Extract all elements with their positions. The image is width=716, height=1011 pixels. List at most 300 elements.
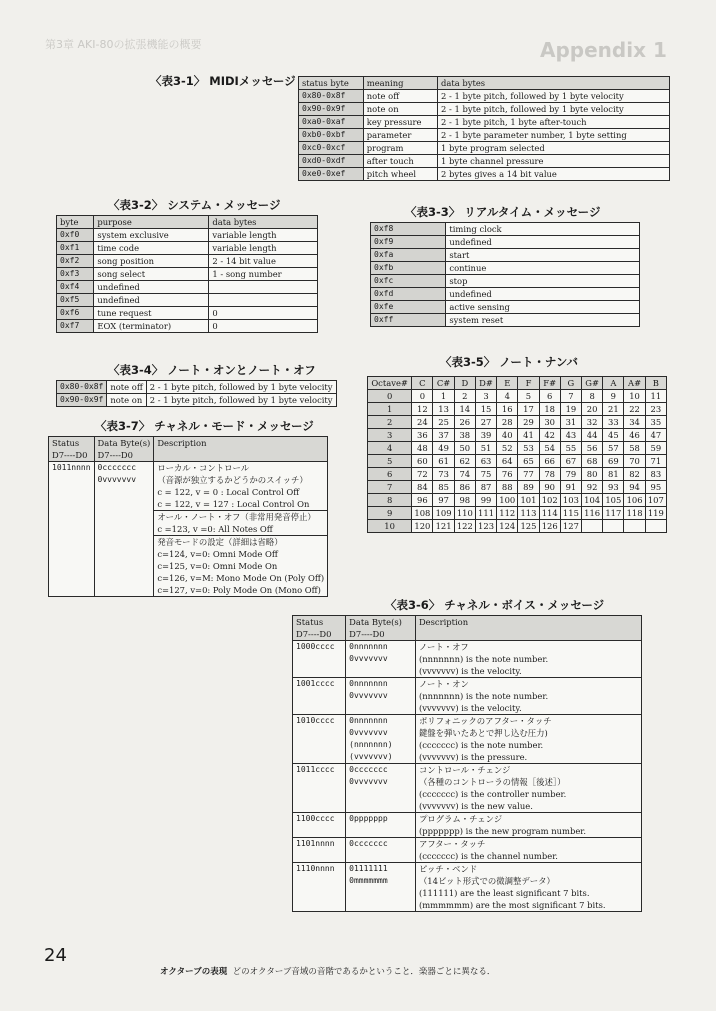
table-cell: 84	[412, 481, 433, 494]
table-cell: 0xf8	[371, 223, 446, 236]
table-row	[299, 116, 670, 129]
table-cell: 68	[582, 455, 603, 468]
table-cell: 4	[368, 442, 412, 455]
table-cell: 58	[624, 442, 645, 455]
appendix-heading: Appendix 1	[540, 38, 667, 62]
table-cell: note off	[107, 381, 146, 394]
table-cell: 2	[368, 416, 412, 429]
footer-term: オクターブの表現	[160, 967, 228, 977]
table-cell: 99	[475, 494, 496, 507]
table-cell: 8	[368, 494, 412, 507]
table-cell	[645, 520, 666, 533]
table-cell: 125	[518, 520, 539, 533]
table-cell: 37	[433, 429, 454, 442]
table-cell: 51	[475, 442, 496, 455]
table-cell: 1010cccc	[293, 715, 346, 764]
table-cell: 0xc0-0xcf	[299, 142, 364, 155]
table-cell: 67	[560, 455, 581, 468]
table-header-cell: D#	[475, 377, 496, 390]
table-cell: 42	[539, 429, 560, 442]
table-cell: 0xfe	[371, 301, 446, 314]
table-cell: key pressure	[363, 116, 437, 129]
table-cell: 19	[560, 403, 581, 416]
table-cell: 105	[603, 494, 624, 507]
table-cell: 28	[497, 416, 518, 429]
table-cell: 39	[475, 429, 496, 442]
table-cell: 122	[454, 520, 475, 533]
table-cell: 63	[475, 455, 496, 468]
table-cell: 82	[624, 468, 645, 481]
table-cell: 34	[624, 416, 645, 429]
table-row	[293, 616, 642, 641]
table-header-cell: D	[454, 377, 475, 390]
table-cell: 0xf1	[57, 242, 94, 255]
table-cell: undefined	[94, 294, 209, 307]
table-row	[368, 455, 667, 468]
table-cell: 3	[368, 429, 412, 442]
table-cell: 30	[539, 416, 560, 429]
table-cell: ノート・オン (nnnnnnn) is the note number. (vvvvvvv) is the velocity.	[415, 678, 641, 715]
table-cell: 101	[518, 494, 539, 507]
table-cell: 1110nnnn	[293, 863, 346, 912]
table-cell: 2	[454, 390, 475, 403]
table-row	[57, 381, 337, 394]
table-cell: 49	[433, 442, 454, 455]
table-cell: 27	[475, 416, 496, 429]
table-row	[371, 236, 640, 249]
table-row	[57, 255, 318, 268]
table-row	[49, 437, 328, 462]
channel-mode-table	[48, 436, 328, 597]
table-header-cell: Data Byte(s) D7----D0	[94, 437, 154, 462]
table-cell: アフター・タッチ (ccccccc) is the channel number.	[415, 838, 641, 863]
table-cell: 124	[497, 520, 518, 533]
table-cell: tune request	[94, 307, 209, 320]
table-cell: 77	[518, 468, 539, 481]
table-cell: 73	[433, 468, 454, 481]
midi-message-table	[298, 76, 670, 181]
table-cell: 119	[645, 507, 666, 520]
table-cell: 108	[412, 507, 433, 520]
running-head: 第3章 AKI-80の拡張機能の概要	[45, 38, 202, 51]
table-cell: 9	[603, 390, 624, 403]
table-header-cell: status byte	[299, 77, 364, 90]
table-row	[293, 813, 642, 838]
table-cell: 1001cccc	[293, 678, 346, 715]
table-row	[293, 715, 642, 764]
table-cell: オール・ノート・オフ（非常用発音停止） c =123, v =0: All Notes Off	[154, 511, 328, 536]
table-cell: 0xfb	[371, 262, 446, 275]
table-header-cell: C#	[433, 377, 454, 390]
footer-note	[160, 965, 495, 977]
table-cell: 100	[497, 494, 518, 507]
table-cell: 102	[539, 494, 560, 507]
table-cell: 126	[539, 520, 560, 533]
table-cell: 72	[412, 468, 433, 481]
table-cell: 86	[454, 481, 475, 494]
table-cell: 56	[582, 442, 603, 455]
table-cell: program	[363, 142, 437, 155]
table-row	[371, 301, 640, 314]
table-cell: 0xfd	[371, 288, 446, 301]
table-cell: 0ccccccc	[346, 838, 416, 863]
table-cell: コントロール・チェンジ （各種のコントローラの情報［後述］） (ccccccc) is the controller number. (vvvvvvv) is the new value.	[415, 764, 641, 813]
table-cell: 7	[560, 390, 581, 403]
table-cell: 2 - 1 byte pitch, 1 byte after-touch	[438, 116, 670, 129]
table-row	[57, 242, 318, 255]
table-cell: time code	[94, 242, 209, 255]
table-cell: 0xf2	[57, 255, 94, 268]
table-cell: 61	[433, 455, 454, 468]
table-cell: 1100cccc	[293, 813, 346, 838]
table-row	[371, 249, 640, 262]
table-cell	[624, 520, 645, 533]
table-cell: 96	[412, 494, 433, 507]
table-row	[371, 223, 640, 236]
table-3-6-caption: 〈表3-6〉 チャネル・ボイス・メッセージ	[385, 598, 605, 612]
table-cell: 1	[368, 403, 412, 416]
table-cell: 98	[454, 494, 475, 507]
table-header-cell: data bytes	[209, 216, 318, 229]
table-cell: 発音モードの設定（詳細は省略） c=124, v=0: Omni Mode Off c=125, v=0: Omni Mode On c=126, v=M: Mono Mode On (Poly Off) c=127, v=0: Poly Mode On (Mono Off)	[154, 536, 328, 597]
channel-voice-table	[292, 615, 642, 912]
table-cell: 0xff	[371, 314, 446, 327]
table-cell: プログラム・チェンジ (ppppppp) is the new program number.	[415, 813, 641, 838]
table-cell: 20	[582, 403, 603, 416]
table-cell: 1 byte channel pressure	[438, 155, 670, 168]
table-cell: 103	[560, 494, 581, 507]
table-row	[299, 155, 670, 168]
table-cell: 32	[582, 416, 603, 429]
table-cell: EOX (terminator)	[94, 320, 209, 333]
table-header-cell: Status D7----D0	[49, 437, 95, 462]
table-cell: 0x90-0x9f	[299, 103, 364, 116]
table-header-cell: G	[560, 377, 581, 390]
table-cell: note on	[107, 394, 146, 407]
table-cell: 93	[603, 481, 624, 494]
table-row	[57, 394, 337, 407]
table-cell: 0xb0-0xbf	[299, 129, 364, 142]
table-cell: 120	[412, 520, 433, 533]
table-3-4-caption: 〈表3-4〉 ノート・オンとノート・オフ	[108, 363, 316, 377]
table-cell: 2 - 1 byte pitch, followed by 1 byte velocity	[438, 103, 670, 116]
table-cell: 2 - 1 byte pitch, followed by 1 byte velocity	[146, 394, 336, 407]
table-header-cell: A#	[624, 377, 645, 390]
table-cell: 121	[433, 520, 454, 533]
table-cell: 24	[412, 416, 433, 429]
table-cell: 0xf3	[57, 268, 94, 281]
table-header-cell: A	[603, 377, 624, 390]
table-cell: system reset	[446, 314, 640, 327]
table-row	[49, 462, 328, 511]
table-cell: 10	[624, 390, 645, 403]
table-cell: continue	[446, 262, 640, 275]
table-cell: 0xfc	[371, 275, 446, 288]
table-header-cell: Description	[154, 437, 328, 462]
table-row	[57, 268, 318, 281]
table-cell: note on	[363, 103, 437, 116]
footer-definition: どのオクターブ音域の音階であるかということ．楽器ごとに異なる．	[232, 967, 496, 977]
table-row	[299, 90, 670, 103]
table-cell: 17	[518, 403, 539, 416]
table-cell: 57	[603, 442, 624, 455]
table-header-cell: B	[645, 377, 666, 390]
table-cell: 83	[645, 468, 666, 481]
table-row	[57, 216, 318, 229]
table-row	[368, 520, 667, 533]
table-row	[368, 429, 667, 442]
table-cell: 111	[475, 507, 496, 520]
table-3-5-caption: 〈表3-5〉 ノート・ナンバ	[440, 355, 579, 369]
table-cell: 66	[539, 455, 560, 468]
table-cell: 0	[412, 390, 433, 403]
table-cell: 64	[497, 455, 518, 468]
table-cell: 114	[539, 507, 560, 520]
table-cell: 91	[560, 481, 581, 494]
table-row	[299, 142, 670, 155]
table-cell: 45	[603, 429, 624, 442]
table-cell: timing clock	[446, 223, 640, 236]
table-3-2-caption: 〈表3-2〉 システム・メッセージ	[108, 198, 281, 212]
table-cell: 0xf7	[57, 320, 94, 333]
table-cell: 0ppppppp	[346, 813, 416, 838]
table-cell: 0xd0-0xdf	[299, 155, 364, 168]
table-cell: song select	[94, 268, 209, 281]
table-cell: 2 - 1 byte pitch, followed by 1 byte velocity	[146, 381, 336, 394]
table-row	[368, 507, 667, 520]
table-cell: 0xf9	[371, 236, 446, 249]
table-header-cell: Data Byte(s) D7----D0	[346, 616, 416, 641]
table-cell: 53	[518, 442, 539, 455]
table-cell: ポリフォニックのアフター・タッチ 鍵盤を弾いたあとで押し込む圧力) (ccccccc) is the note number. (vvvvvvv) is the pressure.	[415, 715, 641, 764]
table-cell: active sensing	[446, 301, 640, 314]
table-cell: 41	[518, 429, 539, 442]
table-cell: 9	[368, 507, 412, 520]
table-cell: 89	[518, 481, 539, 494]
table-row	[299, 103, 670, 116]
table-cell: 0nnnnnnn 0vvvvvvv	[346, 678, 416, 715]
table-cell: note off	[363, 90, 437, 103]
table-cell	[209, 281, 318, 294]
table-cell: after touch	[363, 155, 437, 168]
table-cell: undefined	[94, 281, 209, 294]
table-cell: 118	[624, 507, 645, 520]
table-header-cell: Description	[415, 616, 641, 641]
table-cell: 123	[475, 520, 496, 533]
table-row	[368, 416, 667, 429]
table-cell: 0	[209, 320, 318, 333]
table-cell: 97	[433, 494, 454, 507]
table-cell: 29	[518, 416, 539, 429]
table-row	[371, 275, 640, 288]
table-cell: undefined	[446, 236, 640, 249]
table-cell: 6	[539, 390, 560, 403]
table-cell: 43	[560, 429, 581, 442]
table-row	[57, 294, 318, 307]
table-row	[57, 307, 318, 320]
table-cell: system exclusive	[94, 229, 209, 242]
table-cell: 15	[475, 403, 496, 416]
table-row	[368, 494, 667, 507]
table-cell: 75	[475, 468, 496, 481]
table-cell: pitch wheel	[363, 168, 437, 181]
table-cell: ローカル・コントロール （音源が独立するかどうかのスイッチ） c = 122, v = 0 : Local Control Off c = 122, v = 127 : Local Control On	[154, 462, 328, 511]
table-cell: parameter	[363, 129, 437, 142]
table-header-cell: E	[497, 377, 518, 390]
table-cell: 33	[603, 416, 624, 429]
table-cell: undefined	[446, 288, 640, 301]
table-cell: 46	[624, 429, 645, 442]
table-cell: 26	[454, 416, 475, 429]
table-row	[299, 129, 670, 142]
table-cell: 76	[497, 468, 518, 481]
table-cell: 7	[368, 481, 412, 494]
table-cell: 31	[560, 416, 581, 429]
table-cell: 60	[412, 455, 433, 468]
table-cell: 6	[368, 468, 412, 481]
table-cell: stop	[446, 275, 640, 288]
table-cell: 85	[433, 481, 454, 494]
table-cell: 110	[454, 507, 475, 520]
table-cell: 8	[582, 390, 603, 403]
table-cell: 0xf6	[57, 307, 94, 320]
table-cell: 11	[645, 390, 666, 403]
table-cell: 0ccccccc 0vvvvvvv	[346, 764, 416, 813]
table-cell: 40	[497, 429, 518, 442]
table-cell: 112	[497, 507, 518, 520]
table-header-cell: purpose	[94, 216, 209, 229]
table-row	[57, 320, 318, 333]
table-cell: 2 bytes gives a 14 bit value	[438, 168, 670, 181]
table-row	[293, 678, 642, 715]
table-cell: 01111111 0mmmmmmm	[346, 863, 416, 912]
table-cell: 109	[433, 507, 454, 520]
table-cell: variable length	[209, 229, 318, 242]
table-cell: 74	[454, 468, 475, 481]
table-cell: 5	[368, 455, 412, 468]
table-header-cell: byte	[57, 216, 94, 229]
table-cell: 50	[454, 442, 475, 455]
table-row	[368, 468, 667, 481]
table-cell: 0nnnnnnn 0vvvvvvv (nnnnnnn) (vvvvvvv)	[346, 715, 416, 764]
table-cell: 23	[645, 403, 666, 416]
table-3-7-caption: 〈表3-7〉 チャネル・モード・メッセージ	[95, 419, 314, 433]
table-cell: 0ccccccc 0vvvvvvv	[94, 462, 154, 597]
page-number: 24	[44, 945, 67, 966]
table-row	[293, 863, 642, 912]
table-cell: 10	[368, 520, 412, 533]
table-cell: 54	[539, 442, 560, 455]
table-row	[368, 377, 667, 390]
table-cell: 81	[603, 468, 624, 481]
table-cell: 107	[645, 494, 666, 507]
table-cell: ノート・オフ (nnnnnnn) is the note number. (vvvvvvv) is the velocity.	[415, 641, 641, 678]
table-cell: 69	[603, 455, 624, 468]
table-cell	[582, 520, 603, 533]
table-cell: 104	[582, 494, 603, 507]
table-cell: 88	[497, 481, 518, 494]
table-row	[293, 838, 642, 863]
table-cell: 95	[645, 481, 666, 494]
table-3-3-caption: 〈表3-3〉 リアルタイム・メッセージ	[405, 205, 601, 219]
table-cell	[603, 520, 624, 533]
table-cell: 78	[539, 468, 560, 481]
table-cell: 59	[645, 442, 666, 455]
table-cell: 116	[582, 507, 603, 520]
table-cell: 1 - song number	[209, 268, 318, 281]
table-cell: 62	[454, 455, 475, 468]
note-number-table	[367, 376, 667, 533]
table-cell: 0x90-0x9f	[57, 394, 107, 407]
table-cell: 3	[475, 390, 496, 403]
table-row	[368, 481, 667, 494]
table-cell: 1011nnnn	[49, 462, 95, 597]
table-cell: 44	[582, 429, 603, 442]
table-cell: 36	[412, 429, 433, 442]
table-cell: 13	[433, 403, 454, 416]
table-row	[299, 168, 670, 181]
table-header-cell: F#	[539, 377, 560, 390]
table-cell: 18	[539, 403, 560, 416]
table-header-cell: Octave#	[368, 377, 412, 390]
table-row	[299, 77, 670, 90]
table-row	[57, 229, 318, 242]
table-cell: 0xf5	[57, 294, 94, 307]
table-cell: 1	[433, 390, 454, 403]
table-cell: 1 byte program selected	[438, 142, 670, 155]
table-cell: 115	[560, 507, 581, 520]
table-header-cell: meaning	[363, 77, 437, 90]
table-cell: 0xe0-0xef	[299, 168, 364, 181]
table-row	[371, 314, 640, 327]
table-cell: song position	[94, 255, 209, 268]
table-cell: 65	[518, 455, 539, 468]
table-cell: 35	[645, 416, 666, 429]
realtime-message-table	[370, 222, 640, 327]
table-cell: 25	[433, 416, 454, 429]
table-cell: 14	[454, 403, 475, 416]
table-cell: 0	[368, 390, 412, 403]
table-cell: 2 - 1 byte parameter number, 1 byte setting	[438, 129, 670, 142]
table-row	[371, 262, 640, 275]
table-row	[293, 764, 642, 813]
table-cell: variable length	[209, 242, 318, 255]
table-row	[368, 403, 667, 416]
table-cell: 5	[518, 390, 539, 403]
table-cell: 47	[645, 429, 666, 442]
table-cell: 0xa0-0xaf	[299, 116, 364, 129]
table-header-cell: C	[412, 377, 433, 390]
table-row	[371, 288, 640, 301]
table-cell: 38	[454, 429, 475, 442]
table-row	[293, 641, 642, 678]
table-cell: 48	[412, 442, 433, 455]
table-cell: 0xfa	[371, 249, 446, 262]
table-cell: 0x80-0x8f	[299, 90, 364, 103]
table-cell: 2 - 14 bit value	[209, 255, 318, 268]
table-cell: 1000cccc	[293, 641, 346, 678]
table-cell: 87	[475, 481, 496, 494]
table-cell: 12	[412, 403, 433, 416]
table-cell: 16	[497, 403, 518, 416]
table-cell: 90	[539, 481, 560, 494]
table-cell: 1101nnnn	[293, 838, 346, 863]
table-cell: 92	[582, 481, 603, 494]
table-cell: 1011cccc	[293, 764, 346, 813]
table-cell: 117	[603, 507, 624, 520]
note-on-off-table	[56, 380, 337, 407]
table-cell: 71	[645, 455, 666, 468]
